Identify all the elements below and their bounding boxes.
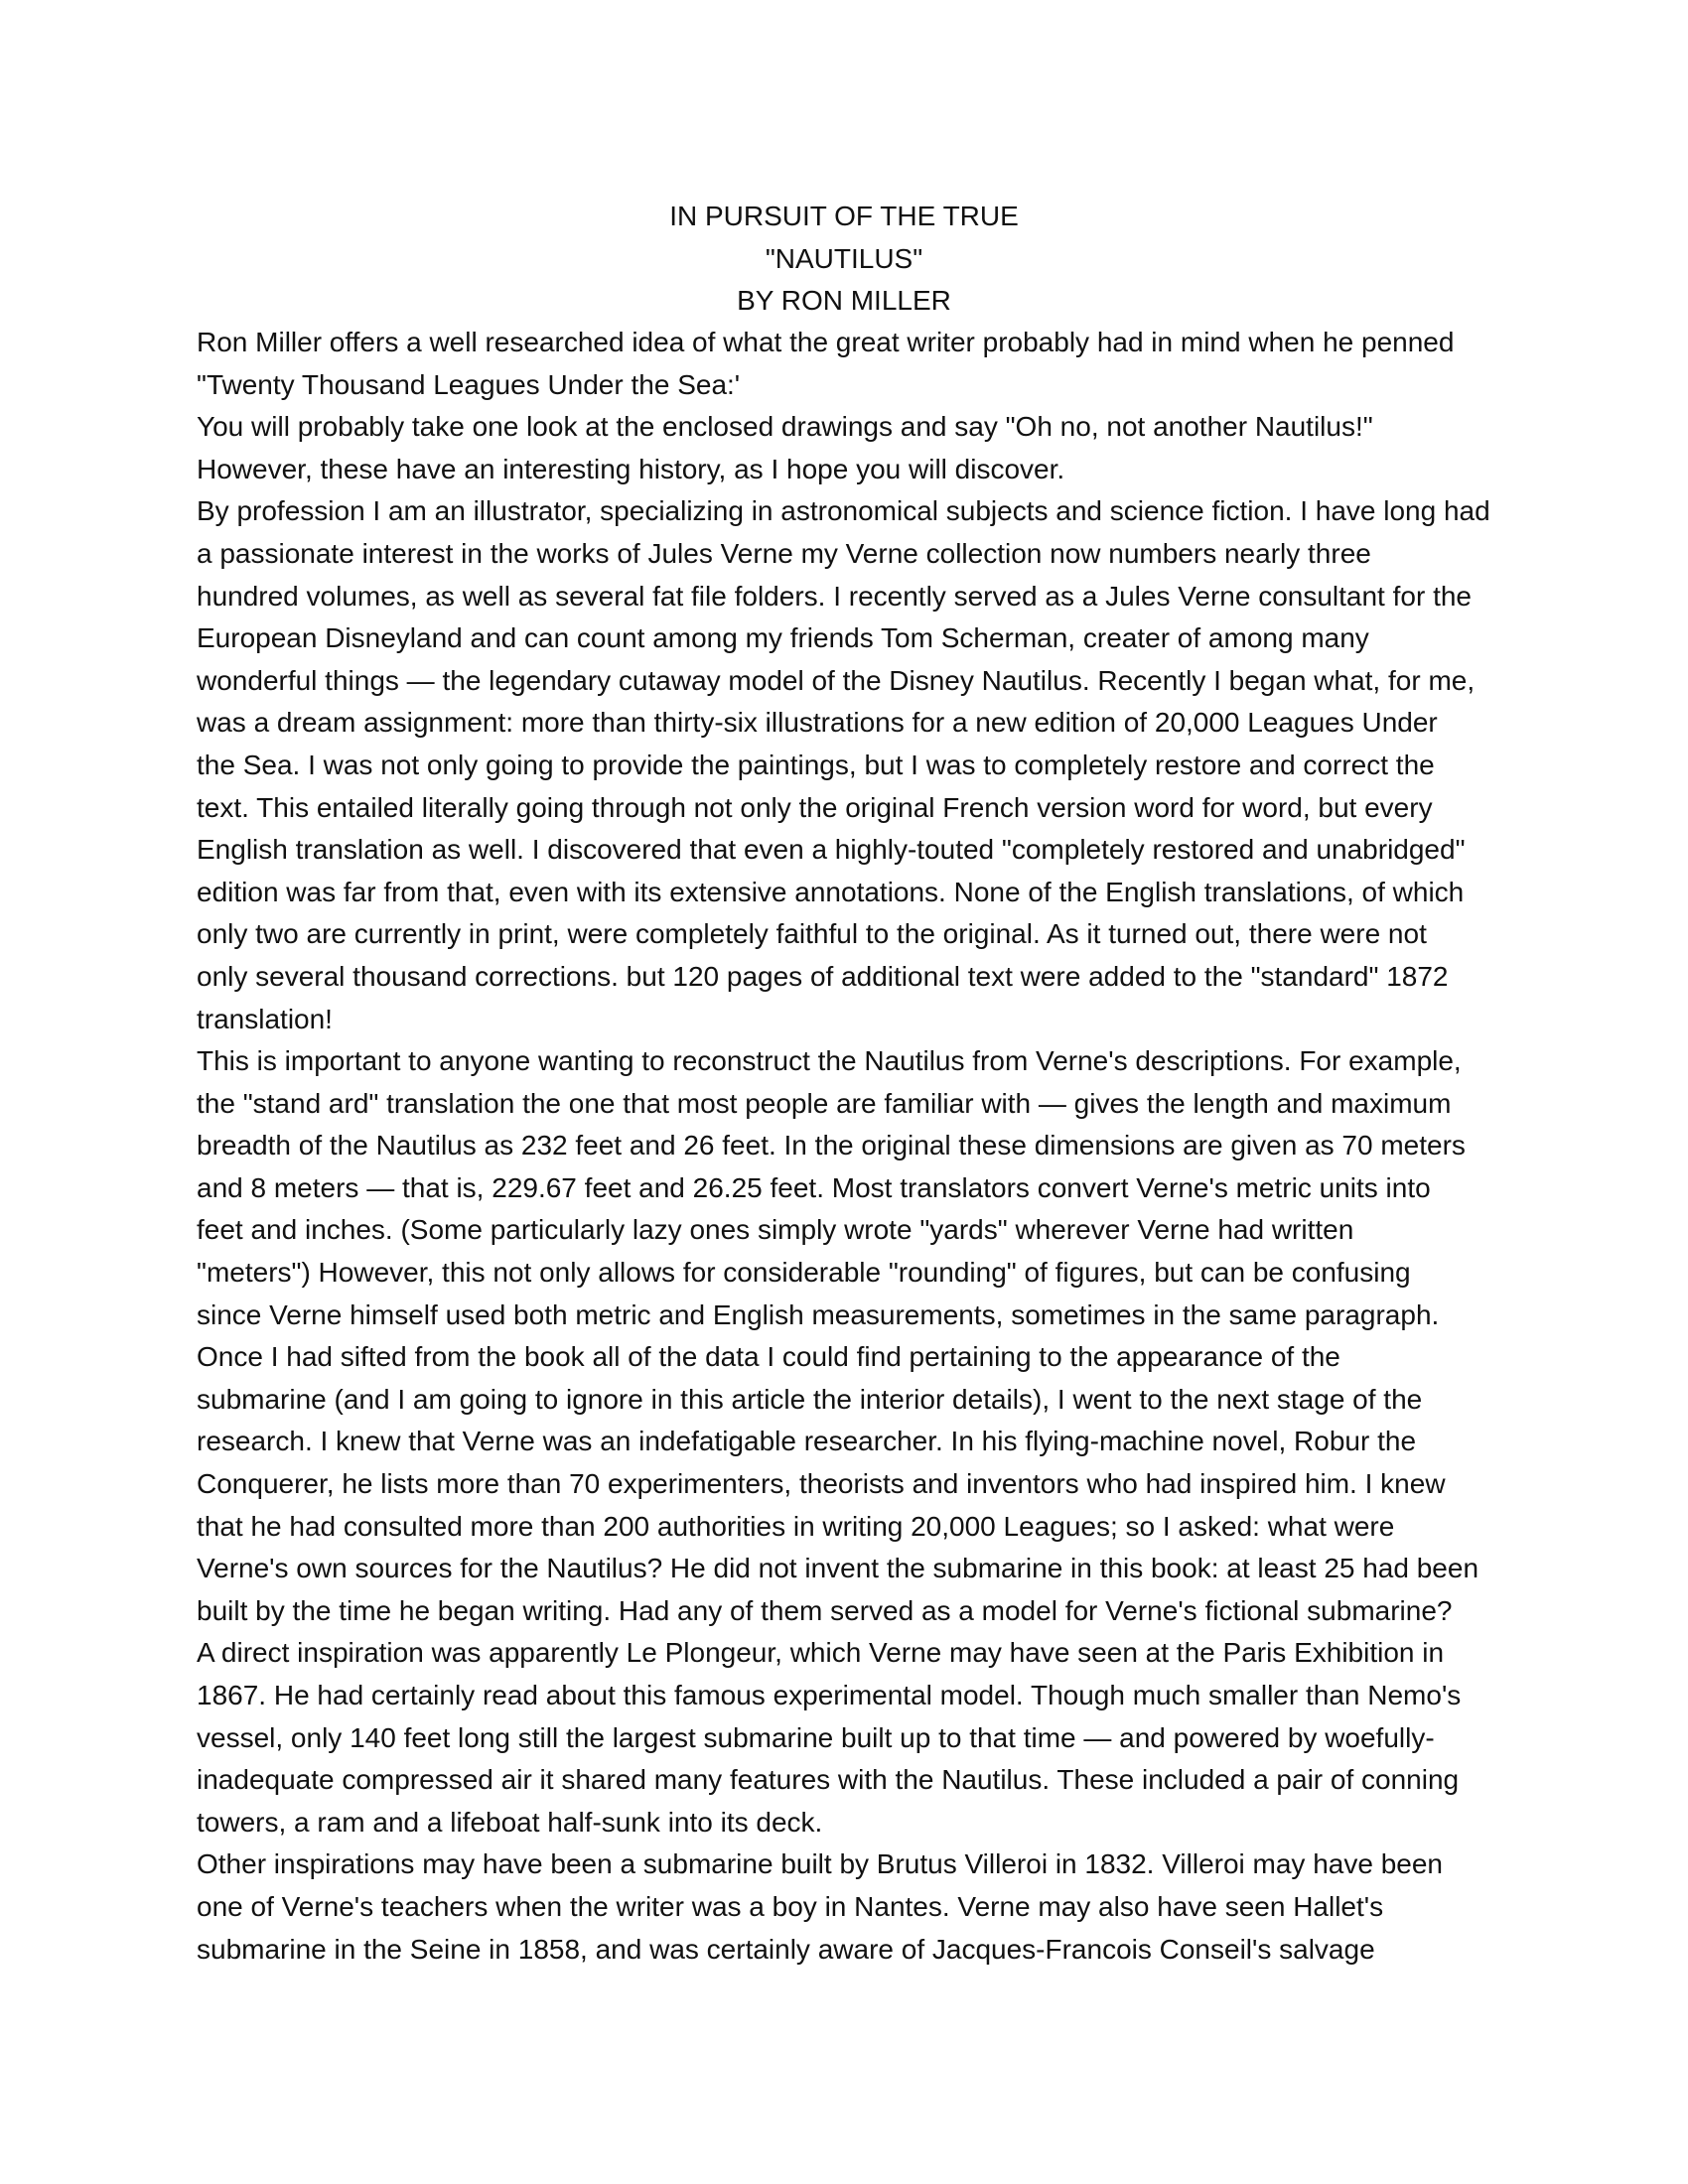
text-line: Other inspirations may have been a submarine built by Brutus Villeroi in 1832. Villeroi may have been (197, 1848, 1443, 1880)
text-line: feet and inches. (Some particularly lazy ones simply wrote "yards" wherever Verne had written (197, 1214, 1354, 1246)
text-line: one of Verne's teachers when the writer was a boy in Nantes. Verne may also have seen Hallet's (197, 1890, 1384, 1922)
text-line: "meters") However, this not only allows for considerable "rounding" of figures, but can be confusing (197, 1257, 1411, 1289)
text-line: only several thousand corrections. but 120 pages of additional text were added to the "standard" 1872 (197, 960, 1449, 992)
article-body (197, 322, 1497, 1971)
text-line: the Sea. I was not only going to provide the paintings, but I was to completely restore and correct the (197, 749, 1435, 780)
text-line: was a dream assignment: more than thirty-six illustrations for a new edition of 20,000 Leagues Under (197, 707, 1438, 739)
text-line: Once I had sifted from the book all of the data I could find pertaining to the appearance of the (197, 1341, 1340, 1373)
text-line: A direct inspiration was apparently Le Plongeur, which Verne may have seen at the Paris Exhibition in (197, 1637, 1445, 1669)
text-line: breadth of the Nautilus as 232 feet and 26 feet. In the original these dimensions are given as 70 meters (197, 1130, 1466, 1161)
text-line: This is important to anyone wanting to reconstruct the Nautilus from Verne's descriptions. For example, (197, 1045, 1462, 1077)
text-line: built by the time he began writing. Had any of them served as a model for Verne's fictional submarine? (197, 1594, 1453, 1626)
text-line: research. I knew that Verne was an indefatigable researcher. In his flying-machine novel, Robur the (197, 1426, 1417, 1457)
text-line: since Verne himself used both metric and English measurements, sometimes in the same paragraph. (197, 1298, 1440, 1330)
text-line: European Disneyland and can count among my friends Tom Scherman, creater of among many (197, 622, 1369, 654)
text-line: Conquerer, he lists more than 70 experimenters, theorists and inventors who had inspired him. I knew (197, 1468, 1446, 1500)
title-line-2: "NAUTILUS" (765, 242, 923, 274)
text-line: Verne's own sources for the Nautilus? He did not invent the submarine in this book: at least 25 had been (197, 1553, 1479, 1584)
text-line: inadequate compressed air it shared many features with the Nautilus. These included a pair of conning (197, 1764, 1460, 1796)
text-line: vessel, only 140 feet long still the largest submarine built up to that time — and powered by woefully- (197, 1721, 1435, 1753)
article-title (0, 196, 1688, 323)
text-line: translation! (197, 1003, 333, 1034)
text-line: text. This entailed literally going through not only the original French version word for word, but every (197, 791, 1433, 823)
text-line: that he had consulted more than 200 authorities in writing 20,000 Leagues; so I asked: what were (197, 1510, 1395, 1542)
text-line: hundred volumes, as well as several fat file folders. I recently served as a Jules Verne consultant for the (197, 580, 1472, 612)
byline: BY RON MILLER (737, 285, 951, 317)
text-line: 1867. He had certainly read about this famous experimental model. Though much smaller than Nemo's (197, 1680, 1462, 1710)
text-line: You will probably take one look at the enclosed drawings and say "Oh no, not another Nautilus!" (197, 411, 1373, 443)
text-line: edition was far from that, even with its extensive annotations. None of the English translations, of which (197, 876, 1465, 907)
text-line: and 8 meters — that is, 229.67 feet and 26.25 feet. Most translators convert Verne's metric units into (197, 1171, 1431, 1203)
text-line: Ron Miller offers a well researched idea of what the great writer probably had in mind when he penned (197, 327, 1455, 357)
title-line-1: IN PURSUIT OF THE TRUE (669, 201, 1019, 231)
text-line: a passionate interest in the works of Jules Verne my Verne collection now numbers nearly three (197, 537, 1371, 569)
text-line: "Twenty Thousand Leagues Under the Sea:' (197, 368, 741, 400)
text-line: However, these have an interesting history, as I hope you will discover. (197, 453, 1065, 484)
text-line: submarine in the Seine in 1858, and was certainly aware of Jacques-Francois Conseil's salvage (197, 1933, 1375, 1965)
text-line: submarine (and I am going to ignore in this article the interior details), I went to the next stage of the (197, 1383, 1423, 1415)
text-line: the "stand ard" translation the one that most people are familiar with — gives the length and maximum (197, 1087, 1452, 1119)
text-line: towers, a ram and a lifeboat half-sunk into its deck. (197, 1806, 823, 1838)
text-line: wonderful things — the legendary cutaway model of the Disney Nautilus. Recently I began what, for me, (197, 664, 1476, 696)
text-line: By profession I am an illustrator, specializing in astronomical subjects and science fiction. I have long had (197, 495, 1490, 527)
text-line: only two are currently in print, were completely faithful to the original. As it turned out, there were not (197, 918, 1427, 950)
text-line: English translation as well. I discovered that even a highly-touted "completely restored and unabridged" (197, 834, 1466, 866)
